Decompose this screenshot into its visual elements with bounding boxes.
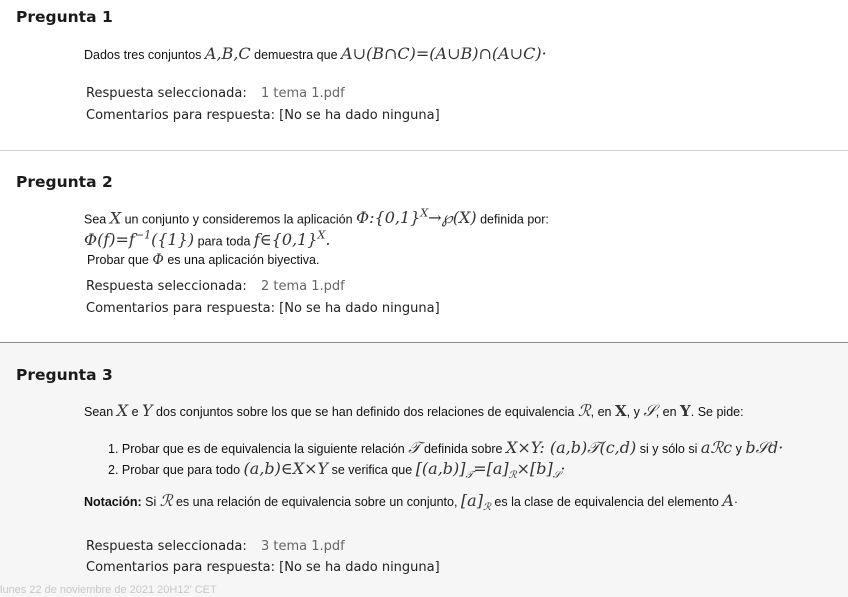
response-comments bbox=[86, 560, 440, 575]
math-formula: [(a,b)] bbox=[415, 459, 466, 478]
math-formula: ({1}) bbox=[151, 230, 195, 250]
comments-value: [No se ha dado ninguna] bbox=[279, 560, 440, 575]
statement-text: un conjunto y consideremos la aplicación bbox=[124, 212, 353, 227]
math-set bbox=[254, 230, 331, 249]
list-number: 2. bbox=[108, 463, 119, 477]
math-formula: Φ(f)=f bbox=[84, 230, 135, 250]
math-arrow: → bbox=[428, 208, 442, 228]
math-subscript: ℛ bbox=[508, 470, 517, 482]
statement-text: . Se pide: bbox=[690, 405, 744, 419]
question-statement-line1 bbox=[84, 207, 549, 227]
statement-text: e bbox=[131, 405, 139, 419]
statement-text: , en bbox=[655, 405, 677, 419]
statement-text: para toda bbox=[197, 234, 251, 249]
statement-text: , y bbox=[626, 405, 640, 419]
comments-value: [No se ha dado ninguna] bbox=[279, 301, 440, 316]
math-relation: 𝒯 bbox=[408, 438, 421, 457]
math-formula: (a,b)∈X×Y bbox=[243, 459, 329, 478]
response-comments bbox=[86, 301, 440, 316]
question-title: Pregunta 2 bbox=[16, 173, 113, 191]
question-2 bbox=[0, 151, 848, 343]
math-power-set: ℘(X) bbox=[441, 208, 477, 228]
question-statement-line2 bbox=[84, 229, 330, 249]
math-symbol: A bbox=[722, 491, 734, 510]
math-symbol: Φ bbox=[152, 252, 164, 268]
math-formula: =[a] bbox=[473, 459, 509, 478]
question-3 bbox=[0, 343, 848, 597]
selected-response bbox=[86, 86, 345, 101]
selected-response bbox=[86, 279, 345, 294]
math-superscript: −1 bbox=[134, 229, 152, 242]
statement-text: es una aplicación biyectiva. bbox=[167, 253, 320, 267]
notation-note bbox=[84, 491, 738, 513]
math-symbol: X bbox=[614, 402, 627, 420]
math-formula: f∈{0,1} bbox=[253, 230, 318, 250]
response-file-link[interactable]: 1 tema 1.pdf bbox=[261, 86, 345, 101]
question-statement-line3 bbox=[87, 252, 320, 268]
statement-text: Probar que es de equivalencia la siguiente relación bbox=[121, 442, 405, 456]
statement-text: Sea bbox=[84, 212, 107, 227]
math-symbol: X bbox=[116, 401, 129, 420]
math-formula: [a] bbox=[460, 491, 483, 510]
math-formula: ×[b] bbox=[516, 459, 553, 478]
response-label: Respuesta seleccionada: bbox=[86, 86, 247, 101]
response-comments bbox=[86, 108, 440, 123]
list-item-1 bbox=[108, 438, 783, 458]
response-file-link[interactable]: 3 tema 1.pdf bbox=[261, 539, 345, 554]
math-class bbox=[460, 491, 491, 514]
comments-value: [No se ha dado ninguna] bbox=[279, 108, 440, 123]
response-label: Respuesta seleccionada: bbox=[86, 539, 247, 554]
math-relation: 𝒮 bbox=[643, 401, 656, 420]
math-formula: X×Y: (a,b)𝒯(c,d) bbox=[506, 438, 637, 457]
math-definition bbox=[84, 230, 194, 249]
selected-response bbox=[86, 539, 345, 554]
statement-text: dos conjuntos sobre los que se han definido dos relaciones de equivalencia bbox=[156, 405, 575, 419]
math-symbol: Y bbox=[680, 402, 691, 420]
math-superscript: X bbox=[317, 229, 326, 242]
statement-text: Sean bbox=[84, 405, 114, 419]
list-item-2 bbox=[108, 459, 566, 481]
statement-text: Dados tres conjuntos bbox=[84, 48, 202, 62]
comments-label: Comentarios para respuesta: bbox=[86, 560, 276, 575]
math-formula: aℛc bbox=[700, 438, 733, 457]
question-statement bbox=[84, 44, 547, 63]
statement-text: definida sobre bbox=[423, 442, 503, 456]
notation-label: Notación: bbox=[84, 495, 142, 509]
math-sets: A,B,C bbox=[204, 44, 251, 63]
math-formula: b𝒮d· bbox=[745, 438, 784, 457]
statement-text: demuestra que bbox=[254, 48, 338, 62]
math-subscript: ℛ bbox=[482, 502, 491, 514]
math-punct: . bbox=[325, 230, 331, 250]
question-title: Pregunta 1 bbox=[16, 8, 113, 26]
comments-label: Comentarios para respuesta: bbox=[86, 301, 276, 316]
statement-text: definida por: bbox=[480, 212, 549, 227]
response-file-link[interactable]: 2 tema 1.pdf bbox=[261, 279, 345, 294]
question-intro bbox=[84, 401, 744, 421]
statement-text: Probar que bbox=[87, 253, 149, 267]
math-relation: ℛ bbox=[577, 401, 591, 420]
math-map bbox=[356, 208, 477, 227]
math-superscript: X bbox=[420, 207, 429, 220]
statement-text: si y sólo si bbox=[639, 442, 698, 456]
math-map-domain: Φ:{0,1} bbox=[356, 208, 421, 228]
list-number: 1. bbox=[108, 442, 119, 456]
math-relation: ℛ bbox=[159, 491, 173, 510]
statement-text: Si bbox=[145, 495, 157, 509]
math-subscript: 𝒯 bbox=[465, 470, 474, 482]
math-punct: · bbox=[560, 459, 566, 478]
statement-text: , en bbox=[590, 405, 612, 419]
math-symbol: X bbox=[109, 208, 122, 228]
math-subscript: 𝒮 bbox=[552, 470, 561, 482]
response-label: Respuesta seleccionada: bbox=[86, 279, 247, 294]
math-formula: A∪(B∩C)=(A∪B)∩(A∪C)· bbox=[341, 44, 547, 63]
statement-text: Probar que para todo bbox=[121, 463, 241, 477]
math-symbol: Y bbox=[142, 401, 153, 420]
comments-label: Comentarios para respuesta: bbox=[86, 108, 276, 123]
question-title: Pregunta 3 bbox=[16, 366, 113, 384]
statement-text: se verifica que bbox=[331, 463, 413, 477]
math-equation bbox=[415, 459, 566, 482]
statement-text: es una relación de equivalencia sobre un conjunto, bbox=[175, 495, 458, 509]
footer-timestamp: lunes 22 de noviembre de 2021 20H12' CET bbox=[0, 584, 217, 596]
statement-text: es la clase de equivalencia del elemento bbox=[494, 495, 719, 509]
statement-text: y bbox=[735, 442, 742, 456]
math-punct: · bbox=[733, 495, 739, 509]
question-1 bbox=[0, 0, 848, 151]
